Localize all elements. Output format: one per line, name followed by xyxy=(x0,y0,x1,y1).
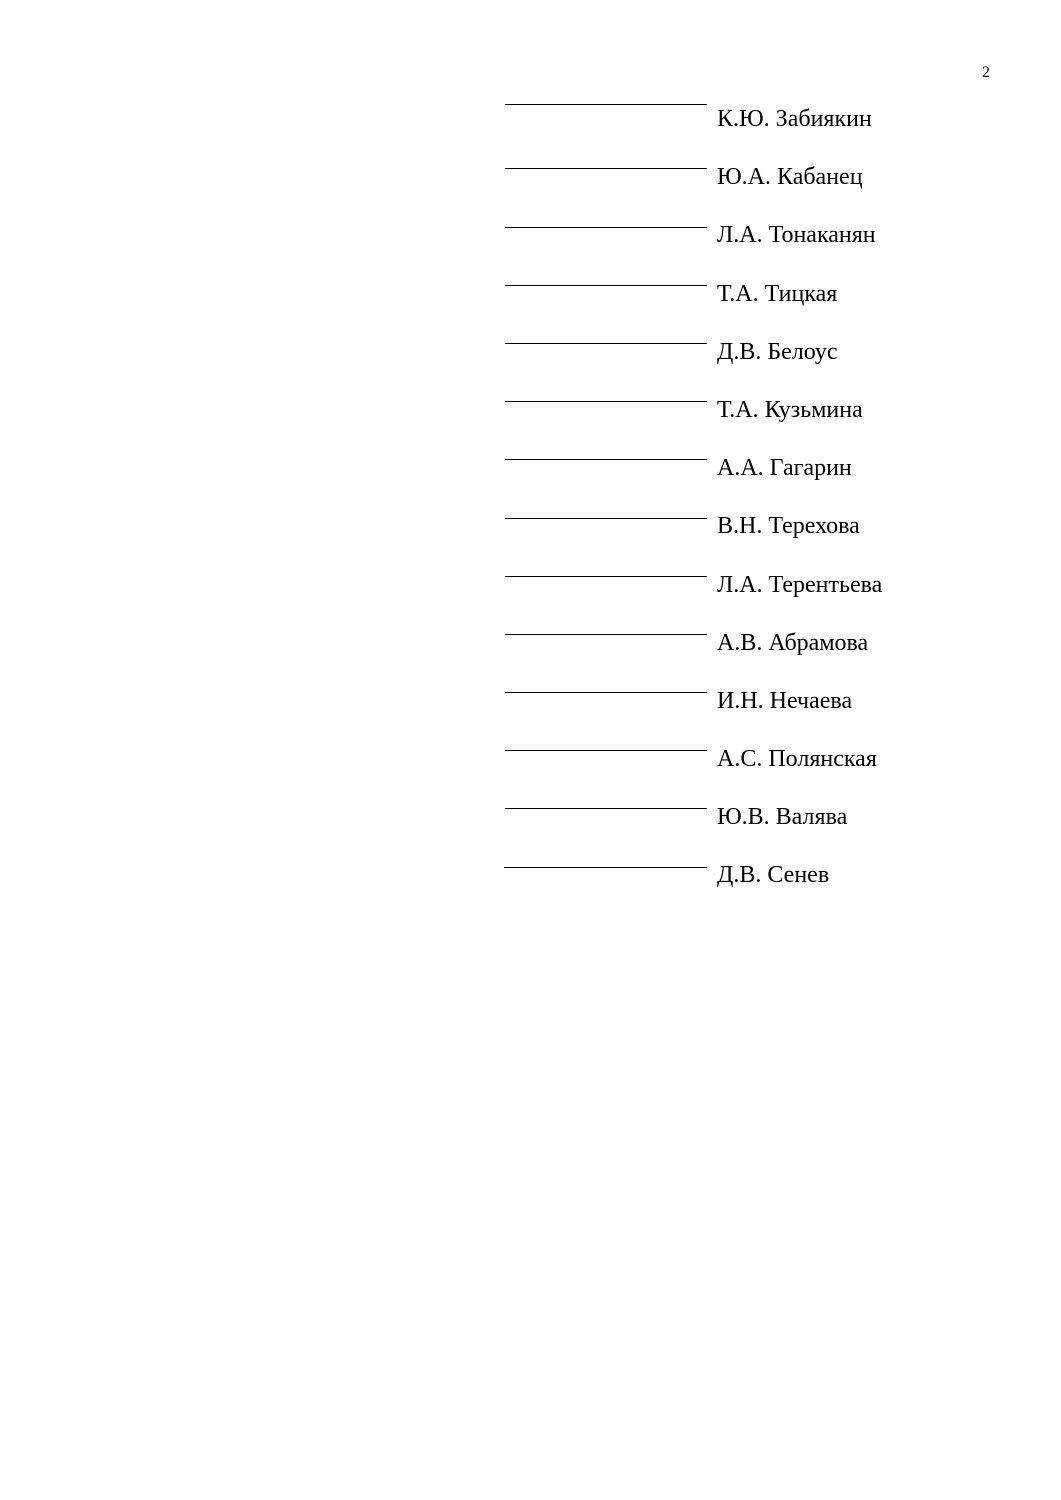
signature-row xyxy=(504,317,924,375)
signature-line xyxy=(505,227,707,228)
signature-line xyxy=(505,576,707,577)
signature-row xyxy=(504,550,924,608)
signature-row xyxy=(504,200,924,258)
signatory-name: И.Н. Нечаева xyxy=(717,687,853,714)
signature-row xyxy=(504,608,924,666)
signature-line xyxy=(505,634,707,635)
signatory-name: А.С. Полянская xyxy=(717,746,877,773)
signature-row xyxy=(504,84,924,142)
signature-line xyxy=(505,285,707,286)
signature-line xyxy=(505,168,707,169)
signature-row xyxy=(504,259,924,317)
signatory-name: В.Н. Терехова xyxy=(717,513,860,540)
signature-line xyxy=(505,401,707,402)
signatory-name: А.А. Гагарин xyxy=(717,455,852,482)
signature-line xyxy=(505,104,707,105)
signature-line xyxy=(504,867,707,868)
signature-row xyxy=(504,840,924,898)
signature-row xyxy=(504,433,924,491)
signatory-name: Д.В. Белоус xyxy=(717,338,838,365)
signatory-name: Д.В. Сенев xyxy=(717,862,830,889)
signature-row xyxy=(504,142,924,200)
signature-line xyxy=(505,343,707,344)
signature-row xyxy=(504,666,924,724)
signatory-name: Ю.В. Валява xyxy=(717,804,848,831)
signatory-name: Л.А. Терентьева xyxy=(717,571,883,598)
signature-row xyxy=(504,491,924,549)
signature-line xyxy=(505,459,707,460)
signature-line xyxy=(505,808,707,809)
signatory-name: К.Ю. Забиякин xyxy=(717,106,872,132)
signature-row xyxy=(504,782,924,840)
signatory-name: А.В. Абрамова xyxy=(717,629,869,656)
signatory-name: Т.А. Тицкая xyxy=(717,280,838,307)
signature-line xyxy=(505,692,707,693)
signature-line xyxy=(505,750,707,751)
signatory-name: Ю.А. Кабанец xyxy=(717,164,863,191)
signature-line xyxy=(505,518,707,519)
signature-list xyxy=(504,84,924,899)
signature-row xyxy=(504,724,924,782)
signatory-name: Л.А. Тонаканян xyxy=(717,222,876,249)
page-number: 2 xyxy=(982,64,990,81)
signatory-name: Т.А. Кузьмина xyxy=(717,396,863,423)
signature-row xyxy=(504,375,924,433)
